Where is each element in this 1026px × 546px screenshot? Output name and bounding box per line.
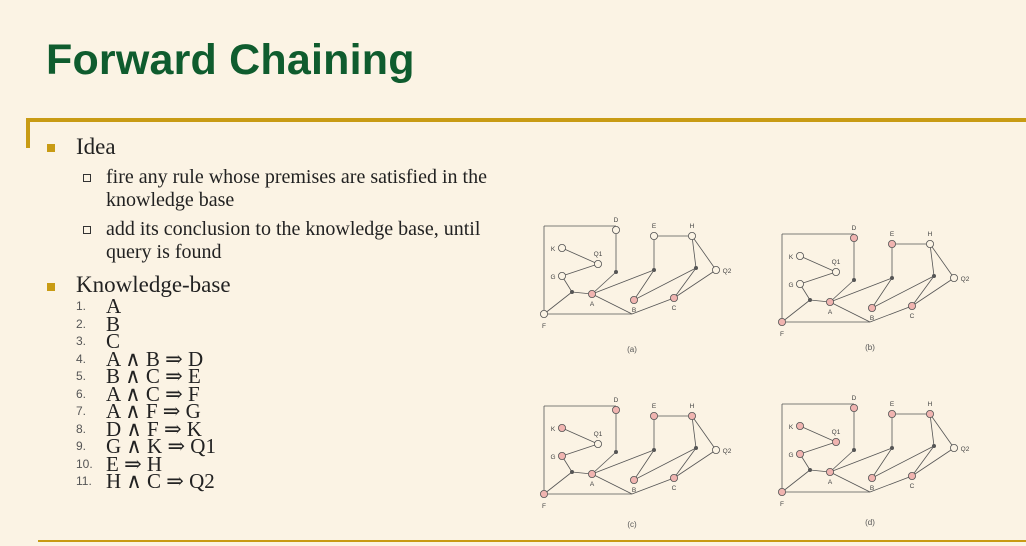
graph-node-label: C <box>671 485 677 492</box>
graph-edge <box>872 448 892 478</box>
graph-node-a <box>588 470 595 477</box>
graph-node-q1 <box>594 440 601 447</box>
graph-node-label: G <box>550 274 556 281</box>
idea-point-2: add its conclusion to the knowledge base, until query is found <box>106 218 481 263</box>
graph-node-label: F <box>780 331 784 338</box>
graph-node-label: A <box>827 309 833 316</box>
graph-node-label: F <box>542 323 546 330</box>
graph-node-b <box>630 296 637 303</box>
graph-node-label: K <box>788 424 794 431</box>
graph-node-d <box>850 404 857 411</box>
graph-edge <box>912 446 934 476</box>
graph-edge <box>562 248 598 264</box>
and-or-graph-b <box>758 208 983 358</box>
graph-node-c <box>670 294 677 301</box>
and-junction <box>808 298 812 302</box>
and-or-graph-c <box>520 380 745 535</box>
graph-node-f <box>540 310 547 317</box>
graph-edge <box>592 450 654 474</box>
and-junction <box>932 444 936 448</box>
graph-node-e <box>650 412 657 419</box>
graph-edge <box>830 280 854 302</box>
graph-node-label: K <box>788 254 794 261</box>
and-junction <box>652 268 656 272</box>
bullet-knowledge-base: Knowledge-base <box>76 272 231 297</box>
sub-bullet-marker <box>83 226 91 234</box>
and-junction <box>694 266 698 270</box>
graph-node-k <box>796 252 803 259</box>
graph-edge <box>592 272 616 294</box>
graph-node-label: D <box>851 225 857 232</box>
graph-node-g <box>796 280 803 287</box>
graph-edge <box>912 278 954 306</box>
graph-edge <box>544 292 572 314</box>
graph-node-label: H <box>927 231 933 238</box>
graph-node-label: C <box>909 313 915 320</box>
graph-node-q2 <box>712 446 719 453</box>
graph-edge <box>872 276 934 308</box>
graph-edge <box>830 448 892 472</box>
graph-edge <box>562 428 598 444</box>
footer-divider <box>38 540 1026 542</box>
graph-edge <box>592 452 616 474</box>
graph-node-a <box>826 298 833 305</box>
graph-node-label: A <box>827 479 833 486</box>
graph-edge <box>634 448 696 480</box>
graph-edge <box>632 298 674 314</box>
graph-node-g <box>558 272 565 279</box>
and-or-graph-d <box>758 378 983 533</box>
sub-bullet-marker <box>83 174 91 182</box>
diagram-caption: (c) <box>627 520 637 529</box>
graph-node-e <box>650 232 657 239</box>
graph-node-k <box>558 244 565 251</box>
graph-node-q2 <box>950 274 957 281</box>
graph-edge <box>634 268 696 300</box>
graph-node-q2 <box>712 266 719 273</box>
graph-node-label: B <box>631 487 637 494</box>
graph-node-k <box>558 424 565 431</box>
graph-node-g <box>796 450 803 457</box>
graph-edge <box>830 450 854 472</box>
graph-node-label: Q2 <box>960 446 970 453</box>
graph-node-label: Q2 <box>722 268 732 275</box>
graph-node-c <box>908 472 915 479</box>
graph-node-label: H <box>689 403 695 410</box>
graph-node-label: G <box>788 282 794 289</box>
graph-node-label: E <box>889 401 895 408</box>
diagram-caption: (b) <box>865 343 875 352</box>
graph-edge <box>544 472 572 494</box>
graph-node-a <box>826 468 833 475</box>
graph-edge <box>827 302 870 322</box>
graph-node-label: E <box>651 403 657 410</box>
title-divider <box>26 118 1026 122</box>
and-junction <box>890 276 894 280</box>
graph-node-label: Q1 <box>831 429 841 436</box>
graph-node-label: K <box>550 426 556 433</box>
and-junction <box>570 470 574 474</box>
graph-node-d <box>850 234 857 241</box>
graph-node-q1 <box>832 268 839 275</box>
graph-node-label: E <box>889 231 895 238</box>
graph-node-label: Q2 <box>960 276 970 283</box>
graph-edge <box>800 426 836 442</box>
graph-node-label: B <box>631 307 637 314</box>
graph-node-d <box>612 406 619 413</box>
graph-edge <box>634 450 654 480</box>
graph-node-f <box>778 488 785 495</box>
graph-edge <box>872 446 934 478</box>
graph-node-q1 <box>594 260 601 267</box>
and-junction <box>852 448 856 452</box>
graph-edge <box>562 444 598 456</box>
graph-edge <box>589 474 632 494</box>
and-junction <box>614 270 618 274</box>
graph-node-b <box>868 474 875 481</box>
graph-node-h <box>926 240 933 247</box>
graph-node-g <box>558 452 565 459</box>
graph-edge <box>782 300 810 322</box>
graph-edge <box>912 276 934 306</box>
graph-node-label: F <box>780 501 784 508</box>
and-or-graph-a <box>520 200 745 360</box>
graph-node-h <box>688 412 695 419</box>
graph-edge <box>562 264 598 276</box>
and-junction <box>570 290 574 294</box>
and-junction <box>890 446 894 450</box>
graph-node-label: B <box>869 315 875 322</box>
graph-node-b <box>630 476 637 483</box>
left-accent-bar <box>26 118 30 148</box>
graph-node-label: Q1 <box>831 259 841 266</box>
and-junction <box>932 274 936 278</box>
graph-node-label: H <box>689 223 695 230</box>
graph-node-e <box>888 410 895 417</box>
diagram-caption: (d) <box>865 518 875 527</box>
graph-node-h <box>688 232 695 239</box>
bullet-marker-kb <box>47 283 55 291</box>
graph-node-c <box>670 474 677 481</box>
graph-edge <box>632 478 674 494</box>
graph-node-label: D <box>851 395 857 402</box>
graph-node-label: H <box>927 401 933 408</box>
graph-node-e <box>888 240 895 247</box>
graph-node-label: Q2 <box>722 448 732 455</box>
graph-node-b <box>868 304 875 311</box>
graph-edge <box>870 306 912 322</box>
graph-node-label: D <box>613 397 619 404</box>
graph-edge <box>634 270 654 300</box>
graph-node-label: E <box>651 223 657 230</box>
graph-node-label: G <box>788 452 794 459</box>
graph-node-a <box>588 290 595 297</box>
graph-edge <box>827 472 870 492</box>
graph-node-label: Q1 <box>593 431 603 438</box>
graph-edge <box>674 270 716 298</box>
and-junction <box>808 468 812 472</box>
and-junction <box>694 446 698 450</box>
graph-node-label: D <box>613 217 619 224</box>
graph-node-label: F <box>542 503 546 510</box>
graph-edge <box>830 278 892 302</box>
graph-edge <box>674 268 696 298</box>
graph-edge <box>800 442 836 454</box>
bullet-idea: Idea <box>76 134 116 159</box>
idea-point-1: fire any rule whose premises are satisfied in the knowledge base <box>106 166 487 211</box>
graph-edge <box>674 448 696 478</box>
graph-node-label: A <box>589 481 595 488</box>
graph-edge <box>674 450 716 478</box>
bullet-marker-idea <box>47 144 55 152</box>
graph-node-q2 <box>950 444 957 451</box>
graph-edge <box>800 272 836 284</box>
graph-node-label: Q1 <box>593 251 603 258</box>
and-junction <box>652 448 656 452</box>
graph-node-c <box>908 302 915 309</box>
graph-node-label: C <box>909 483 915 490</box>
slide-title: Forward Chaining <box>46 36 415 84</box>
graph-node-label: K <box>550 246 556 253</box>
graph-node-d <box>612 226 619 233</box>
graph-node-label: C <box>671 305 677 312</box>
and-junction <box>614 450 618 454</box>
graph-edge <box>589 294 632 314</box>
graph-edge <box>912 448 954 476</box>
graph-edge <box>782 470 810 492</box>
graph-node-k <box>796 422 803 429</box>
graph-node-label: A <box>589 301 595 308</box>
diagram-caption: (a) <box>627 345 637 354</box>
graph-node-q1 <box>832 438 839 445</box>
graph-node-h <box>926 410 933 417</box>
graph-edge <box>592 270 654 294</box>
and-junction <box>852 278 856 282</box>
graph-node-f <box>540 490 547 497</box>
graph-node-label: G <box>550 454 556 461</box>
graph-edge <box>870 476 912 492</box>
graph-edge <box>800 256 836 272</box>
graph-node-f <box>778 318 785 325</box>
graph-edge <box>872 278 892 308</box>
graph-node-label: B <box>869 485 875 492</box>
